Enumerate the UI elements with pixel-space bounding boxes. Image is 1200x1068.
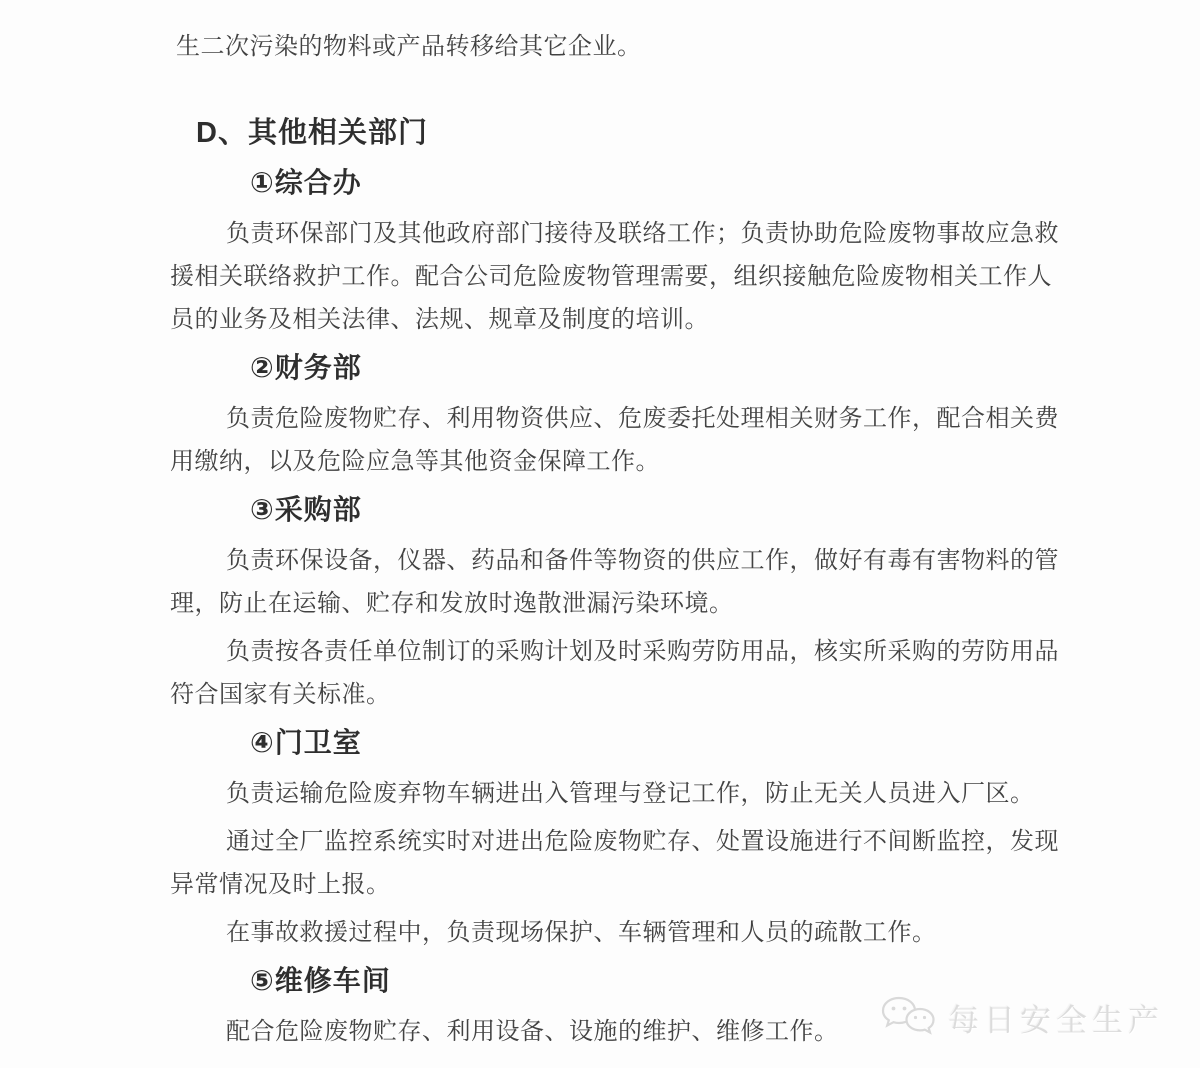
intro-continuation-line: 生二次污染的物料或产品转移给其它企业。 [176, 34, 642, 60]
paragraph-line: 理，防止在运输、贮存和发放时逸散泄漏污染环境。 [170, 591, 734, 617]
subsection [170, 488, 1059, 717]
paragraph-line: 负责运输危险废弃物车辆进出入管理与登记工作，防止无关人员进入厂区。 [226, 781, 1035, 807]
paragraph-line: 符合国家有关标准。 [170, 682, 391, 708]
subsection [170, 346, 1059, 484]
watermark-label: 每日安全生产 [948, 1002, 1164, 1038]
paragraph-line: 负责环保部门及其他政府部门接待及联络工作；负责协助危险废物事故应急救 [226, 221, 1059, 247]
paragraph [170, 398, 1059, 484]
paragraph-line: 异常情况及时上报。 [170, 872, 391, 898]
paragraph [170, 213, 1059, 342]
subsection-title: ①综合办 [250, 167, 362, 198]
subsection-title: ③采购部 [250, 494, 362, 525]
paragraph [170, 773, 1050, 816]
paragraph-line: 援相关联络救护工作。配合公司危险废物管理需要，组织接触危险废物相关工作人 [170, 264, 1052, 290]
paragraph-line: 用缴纳，以及危险应急等其他资金保障工作。 [170, 449, 660, 475]
paragraph [170, 631, 1059, 717]
paragraph-line: 负责按各责任单位制订的采购计划及时采购劳防用品，核实所采购的劳防用品 [226, 639, 1059, 665]
paragraph-line: 负责危险废物贮存、利用物资供应、危废委托处理相关财务工作，配合相关费 [226, 406, 1059, 432]
paragraph-line: 配合危险废物贮存、利用设备、设施的维护、维修工作。 [226, 1019, 839, 1045]
paragraph [170, 821, 1059, 907]
paragraph [170, 540, 1059, 626]
subsection-title: ④门卫室 [250, 727, 362, 758]
watermark [874, 994, 1164, 1040]
paragraph-line: 员的业务及相关法律、法规、规章及制度的培训。 [170, 307, 709, 333]
subsection [170, 161, 1059, 342]
paragraph-line: 在事故救援过程中，负责现场保护、车辆管理和人员的疏散工作。 [226, 920, 937, 946]
paragraph [170, 912, 1050, 955]
subsection-title: ②财务部 [250, 352, 362, 383]
section-heading: D、其他相关部门 [196, 117, 428, 149]
subsection [170, 721, 1059, 955]
paragraph-line: 负责环保设备，仪器、药品和备件等物资的供应工作，做好有毒有害物料的管 [226, 548, 1059, 574]
subsection-title: ⑤维修车间 [250, 965, 391, 996]
wechat-icon [874, 994, 938, 1040]
paragraph-line: 通过全厂监控系统实时对进出危险废物贮存、处置设施进行不间断监控，发现 [226, 829, 1059, 855]
